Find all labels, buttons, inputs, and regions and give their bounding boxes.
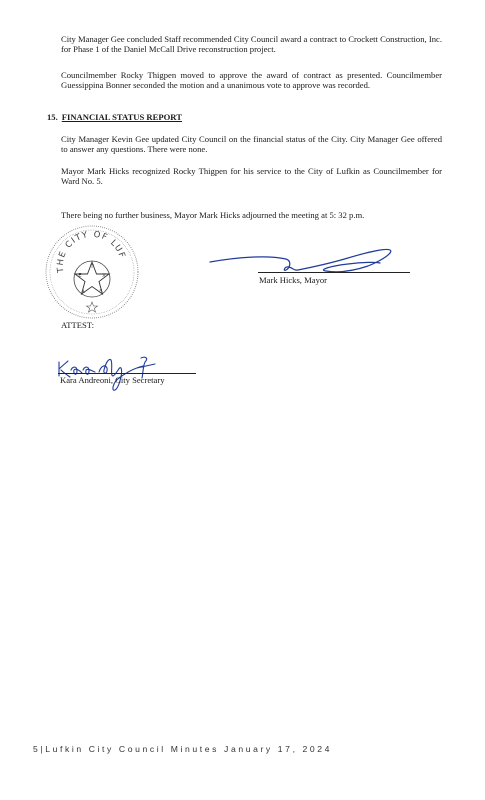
secretary-signature-line [58,373,196,374]
svg-text:X: X [102,273,106,279]
mayor-signature-line [258,272,410,273]
section-title: FINANCIAL STATUS REPORT [61,112,182,122]
paragraph-financial-update: City Manager Kevin Gee updated City Council on the financial status of the City. City Manager Gee offered to answer any questions. There were none. [61,134,442,155]
city-seal [38,215,142,322]
paragraph-recognition: Mayor Mark Hicks recognized Rocky Thigpen for his service to the City of Lufkin as Councilmember for Ward No. 5. [61,166,442,187]
svg-text:T: T [90,264,94,270]
page-footer: 5|Lufkin City Council Minutes January 17, 2024 [33,744,333,754]
attest-label: ATTEST: [61,320,94,330]
mayor-caption: Mark Hicks, Mayor [259,275,328,285]
svg-text:S: S [99,289,103,295]
svg-text:THE CITY OF LUFKIN: THE CITY OF LUFKIN [38,215,128,274]
paragraph-motion-award: Councilmember Rocky Thigpen moved to approve the award of contract as presented. Councilmember Guessippina Bonner seconded the motion and a unanimous vote to approve was recorded. [61,70,442,91]
paragraph-award-recommendation: City Manager Gee concluded Staff recommended City Council award a contract to Crockett Construction, Inc. for Phase 1 of the Daniel McCall Drive reconstruction project. [61,34,442,55]
mayor-signature [208,240,398,280]
secretary-caption: Kara Andreoni, City Secretary [60,375,165,385]
svg-text:E: E [78,273,82,279]
section-number: 15. [47,112,58,122]
paragraph-adjournment: There being no further business, Mayor Mark Hicks adjourned the meeting at 5: 32 p.m. [61,210,365,220]
section-heading-financial-status [47,112,182,122]
svg-text:A: A [81,289,85,295]
